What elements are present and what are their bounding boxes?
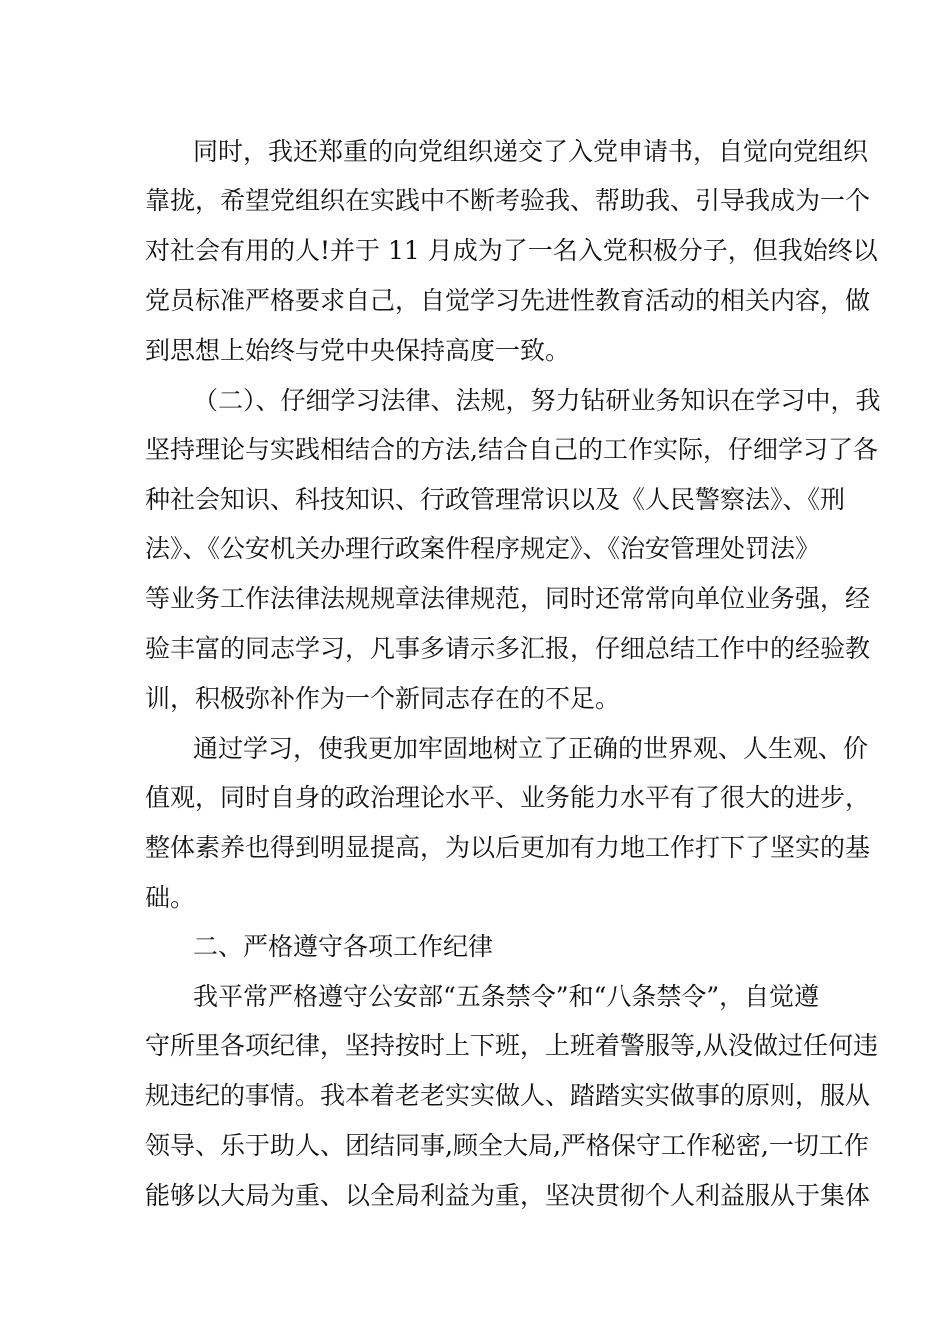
text-line: 坚持理论与实践相结合的方法,结合自己的工作实际，仔细学习了各 — [145, 435, 878, 464]
text-line: 础。 — [145, 883, 196, 912]
text-line: 规违纪的事情。我本着老老实实做人、踏踏实实做事的原则，服从 — [145, 1081, 871, 1110]
text-line: 训，积极弥补作为一个新同志存在的不足。 — [145, 684, 621, 713]
text-line: 法》、《公安机关办理行政案件程序规定》、《治安管理处罚法》 — [145, 534, 821, 563]
text-line: 整体素养也得到明显提高，为以后更加有力地工作打下了坚实的基 — [145, 833, 871, 862]
text-line: 种社会知识、科技知识、行政管理常识以及《人民警察法》、《刑 — [145, 485, 846, 514]
text-line: 能够以大局为重、以全局利益为重，坚决贯彻个人利益服从于集体 — [145, 1181, 871, 1210]
text-line: 值观，同时自身的政治理论水平、业务能力水平有了很大的进步， — [145, 783, 871, 812]
text-line: 对社会有用的人!并于 11 月成为了一名入党积极分子，但我始终以 — [145, 236, 878, 265]
text-line: 到思想上始终与党中央保持高度一致。 — [145, 336, 571, 365]
section-heading: 二、严格遵守各项工作纪律 — [193, 932, 494, 961]
text-line: 守所里各项纪律，坚持按时上下班，上班着警服等,从没做过任何违 — [145, 1031, 878, 1060]
text-line: 靠拢，希望党组织在实践中不断考验我、帮助我、引导我成为一个 — [145, 186, 871, 215]
text-line: 等业务工作法律法规规章法律规范，同时还常常向单位业务强，经 — [145, 584, 871, 613]
text-line: 验丰富的同志学习，凡事多请示多汇报，仔细总结工作中的经验教 — [145, 634, 871, 663]
text-line: 通过学习，使我更加牢固地树立了正确的世界观、人生观、价 — [193, 734, 869, 763]
text-line: 我平常严格遵守公安部“五条禁令”和“八条禁令”，自觉遵 — [193, 982, 820, 1011]
text-line: （二）、仔细学习法律、法规，努力钻研业务知识在学习中，我 — [193, 386, 881, 415]
text-line: 领导、乐于助人、团结同事,顾全大局,严格保守工作秘密,一切工作 — [145, 1131, 869, 1160]
text-line: 同时，我还郑重的向党组织递交了入党申请书，自觉向党组织 — [193, 137, 869, 166]
text-line: 党员标准严格要求自己，自觉学习先进性教育活动的相关内容，做 — [145, 286, 871, 315]
